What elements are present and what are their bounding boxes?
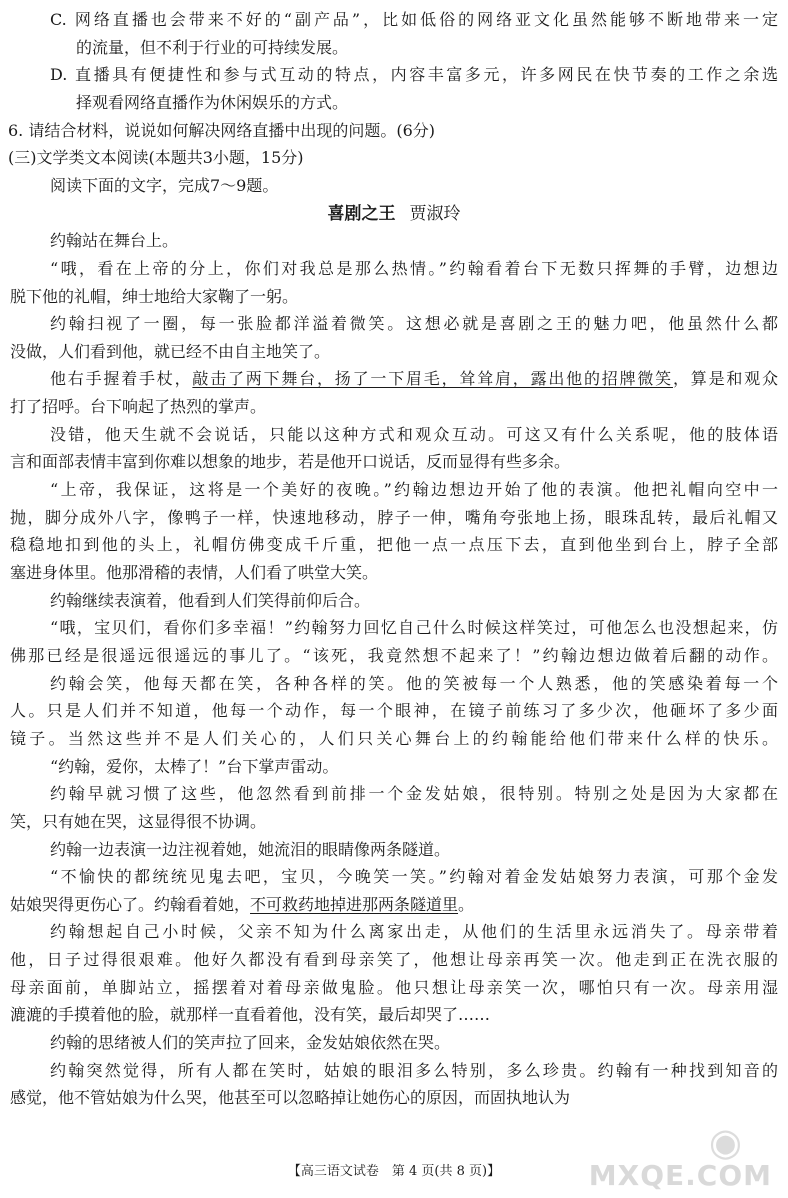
text-line: 约翰一边表演一边注视着她，她流泪的眼睛像两条隧道。: [50, 839, 451, 859]
line-text: ，算是和观众: [672, 369, 778, 389]
text-line: D. 直播具有便捷性和参与式互动的特点，内容丰富多元，许多网民在快节奏的工作之余选: [50, 65, 778, 85]
text-line: 约翰扫视了一圈，每一张脸都洋溢着微笑。这想必就是喜剧之王的魅力吧，他虽然什么都: [50, 314, 778, 334]
text-line: 约翰的思绪被人们的笑声拉了回来，金发姑娘依然在哭。: [50, 1033, 451, 1053]
text-line: “哦，看在上帝的分上，你们对我总是那么热情。”约翰看着台下无数只挥舞的手臂，边想边: [50, 258, 778, 278]
text-line: 抛，脚分成外八字，像鸭子一样，快速地移动，脖子一伸，嘴角夸张地上扬，眼珠乱转，最后礼帽又: [10, 507, 778, 527]
text-line: 的流量，但不利于行业的可持续发展。: [76, 37, 349, 57]
page-footer: 【高三语文试卷 第 4 页(共 8 页)】: [287, 1164, 501, 1179]
line-text: 姑娘哭得更伤心了。约翰看着她，: [10, 894, 251, 914]
article-title: [0, 202, 788, 226]
text-line: 稳稳地扣到他的头上，礼帽仿佛变成千斤重，把他一点一点压下去，直到他坐到台上，脖子全部: [10, 535, 778, 555]
text-line: 约翰突然觉得，所有人都在笑时，姑娘的眼泪多么特别，多么珍贵。约翰有一种找到知音的: [50, 1060, 778, 1080]
line-text: 。: [458, 894, 475, 914]
text-line: (三)文学类文本阅读(本题共3小题，15分): [8, 148, 304, 168]
line-text: 他右手握着手杖，: [50, 369, 193, 389]
text-line: 笑，只有她在哭，这显得很不协调。: [10, 811, 267, 831]
text-line: 言和面部表情丰富到你难以想象的地步，若是他开口说话，反而显得有些多余。: [10, 452, 571, 472]
text-line: 人。只是人们并不知道，他每一个动作，每一个眼神，在镜子前练习了多少次，他砸坏了多少面: [10, 701, 778, 721]
underlined-phrase: 不可救药地掉进那两条隧道里: [250, 894, 459, 914]
text-line: 阅读下面的文字，完成7～9题。: [50, 175, 279, 195]
text-line: 漉漉的手摸着他的脸，就那样一直看着他，没有笑，最后却哭了……: [10, 1005, 491, 1025]
text-line: 塞进身体里。他那滑稽的表情，人们看了哄堂大笑。: [10, 563, 379, 582]
text-line: 没做，人们看到他，就已经不由自主地笑了。: [10, 341, 331, 361]
text-line: C. 网络直播也会带来不好的“副产品”，比如低俗的网络亚文化虽然能够不断地带来一定: [50, 10, 778, 29]
text-line: 没错，他天生就不会说话，只能以这种方式和观众互动。可这又有什么关系呢，他的肢体语: [50, 424, 778, 444]
watermark-logo-icon: ◉: [708, 1120, 742, 1164]
text-line: 6. 请结合材料，说说如何解决网络直播中出现的问题。(6分): [8, 120, 436, 140]
text-line: [0, 893, 788, 917]
title-text: 喜剧之王: [327, 203, 396, 224]
text-line: “哦，宝贝们，看你们多幸福！”约翰努力回忆自己什么时候这样笑过，可他怎么也没想起来，仿: [50, 618, 778, 638]
text-line: 约翰站在舞台上。: [50, 231, 179, 251]
underlined-phrase: 敲击了两下舞台，扬了一下眉毛，耸耸肩，露出他的招牌微笑: [192, 369, 673, 389]
text-line: 他，日子过得很艰难。他好久都没有看到母亲笑了，他想让母亲再笑一次。他走到正在洗衣服的: [10, 950, 778, 970]
text-line: 脱下他的礼帽，绅士地给大家鞠了一躬。: [10, 286, 299, 306]
author-name: 贾淑玲: [409, 203, 461, 224]
text-line: 镜子。当然这些并不是人们关心的，人们只关心舞台上的约翰能给他们带来什么样的快乐。: [10, 728, 778, 748]
text-line: 感觉，他不管姑娘为什么哭，他甚至可以忽略掉让她伤心的原因，而固执地认为: [10, 1088, 571, 1108]
text-line: 约翰早就习惯了这些，他忽然看到前排一个金发姑娘，很特别。特别之处是因为大家都在: [50, 784, 778, 804]
text-line: “不愉快的都统统见鬼去吧，宝贝，今晚笑一笑。”约翰对着金发姑娘努力表演，可那个金发: [50, 867, 778, 887]
text-line: 佛那已经是很遥远很遥远的事儿了。“该死，我竟然想不起来了！”约翰边想边做着后翻的动作。: [10, 645, 778, 665]
watermark-text: MXQE.COM: [588, 1159, 772, 1192]
text-line: 约翰会笑，他每天都在笑，各种各样的笑。他的笑被每一个人熟悉，他的笑感染着每一个: [50, 673, 778, 693]
text-line: 打了招呼。台下响起了热烈的掌声。: [10, 397, 267, 417]
text-line: “上帝，我保证，这将是一个美好的夜晚。”约翰边想边开始了他的表演。他把礼帽向空中一: [50, 480, 778, 500]
watermark: [572, 1120, 782, 1194]
text-line: 母亲面前，单脚站立，摇摆着对着母亲做鬼脸。他只想让母亲笑一次，哪怕只有一次。母亲用湿: [10, 977, 778, 997]
text-line: “约翰，爱你，太棒了！”台下掌声雷动。: [50, 756, 339, 776]
text-line: [0, 367, 778, 391]
text-line: 择观看网络直播作为休闲娱乐的方式。: [76, 92, 349, 112]
text-line: 约翰想起自己小时候，父亲不知为什么离家出走，从他们的生活里永远消失了。母亲带着: [50, 922, 778, 942]
text-line: 约翰继续表演着，他看到人们笑得前仰后合。: [50, 590, 371, 610]
